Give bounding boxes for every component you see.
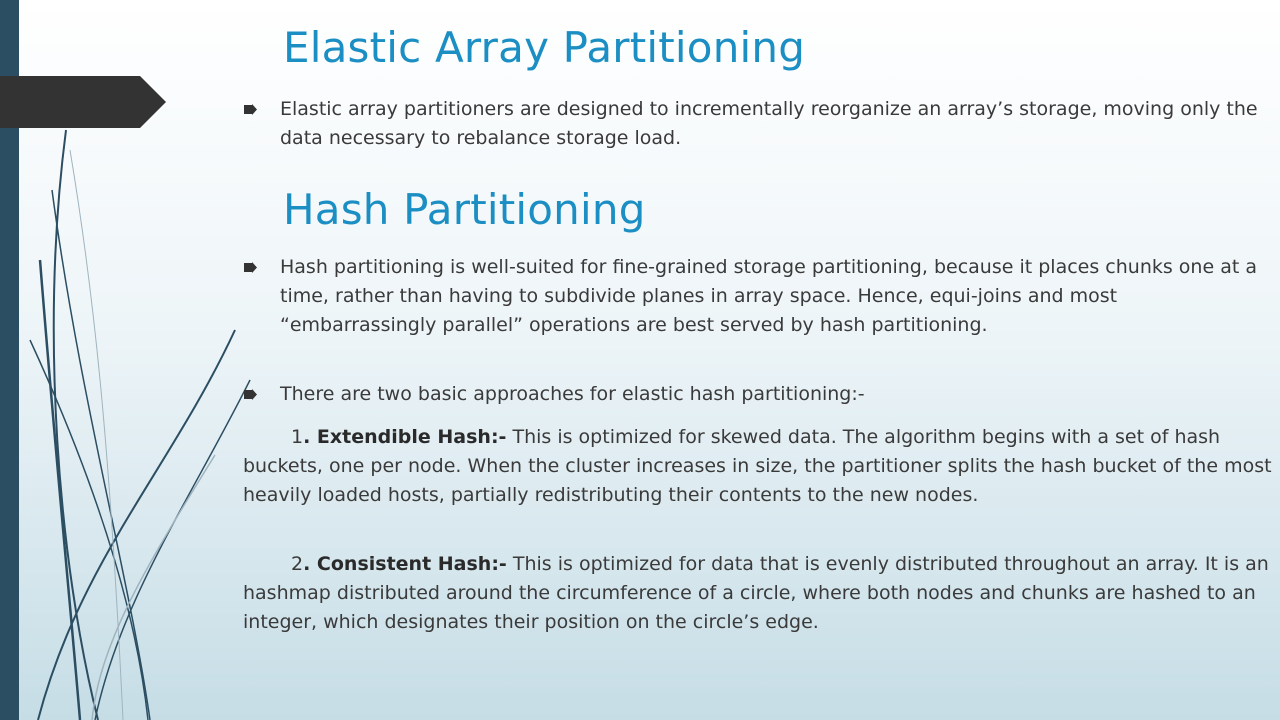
section-title-hash: Hash Partitioning bbox=[283, 185, 646, 234]
section-title-elastic: Elastic Array Partitioning bbox=[283, 23, 806, 72]
item-number: 1 bbox=[291, 426, 304, 448]
item-number: 2 bbox=[291, 553, 304, 575]
bullet-paragraph-elastic bbox=[280, 95, 1270, 153]
item-text: This is optimized for skewed data. The algorithm begins with a set of hash buckets, one per node. When the cluster increases in size, the partitioner splits the hash bucket of the most heavily loaded hosts, partially redistributing their contents to the new nodes. bbox=[243, 426, 1272, 506]
square-arrow-bullet-icon bbox=[244, 389, 257, 400]
bullet-paragraph-approaches bbox=[280, 380, 1270, 409]
square-arrow-bullet-icon bbox=[244, 262, 257, 273]
item-label: . Extendible Hash:- bbox=[303, 426, 507, 448]
numbered-item-extendible-hash bbox=[243, 423, 1273, 510]
bullet-paragraph-hash bbox=[280, 253, 1270, 340]
bullet-text: There are two basic approaches for elastic hash partitioning:- bbox=[280, 383, 865, 405]
bullet-text: Elastic array partitioners are designed to incrementally reorganize an array’s storage, moving only the data necessary to rebalance storage load. bbox=[280, 98, 1258, 149]
numbered-item-consistent-hash bbox=[243, 550, 1273, 637]
arrow-tab-decoration bbox=[0, 76, 166, 128]
item-label: . Consistent Hash:- bbox=[303, 553, 507, 575]
square-arrow-bullet-icon bbox=[244, 104, 257, 115]
bullet-text: Hash partitioning is well-suited for fine-grained storage partitioning, because it places chunks one at a time, rather than having to subdivide planes in array space. Hence, equi-joins and most “embarrassingly parallel” operations are best served by hash partitioning. bbox=[280, 256, 1257, 336]
item-text: This is optimized for data that is evenly distributed throughout an array. It is an hashmap distributed around the circumference of a circle, where both nodes and chunks are hashed to an integer, which designates their position on the circle’s edge. bbox=[243, 553, 1269, 633]
